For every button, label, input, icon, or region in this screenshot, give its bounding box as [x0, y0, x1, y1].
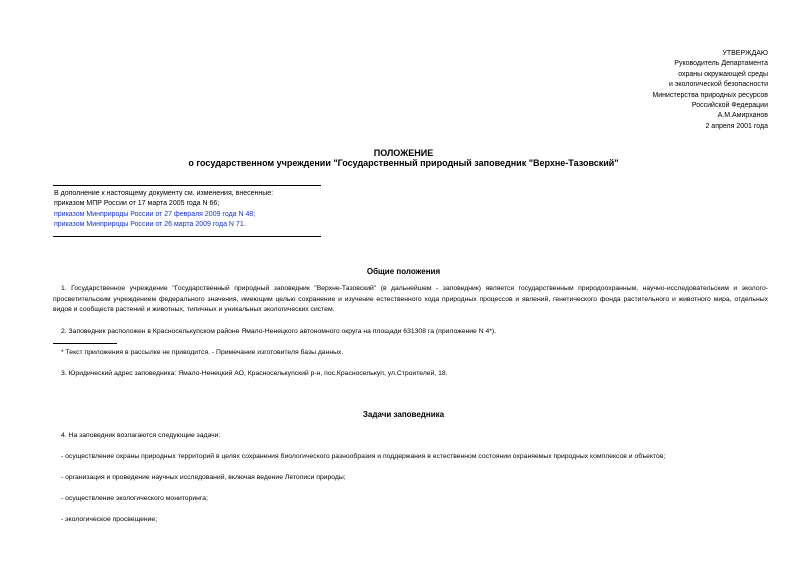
- changes-bottom-divider: [53, 236, 321, 237]
- approval-line: А.М.Амирханов: [717, 112, 768, 120]
- document-subtitle: о государственном учреждении "Государственный природный заповедник "Верхне-Тазовский": [188, 158, 619, 168]
- paragraph-3: 3. Юридический адрес заповедника: Ямало-Ненецкий АО, Красноселькупский р-н, пос.Красноселькуп, ул.Строителей, 18.: [61, 370, 448, 377]
- section-heading-general: Общие положения: [366, 267, 441, 276]
- changes-intro: В дополнение к настоящему документу см. изменения, внесенные:: [54, 190, 274, 197]
- approval-line: УТВЕРЖДАЮ: [722, 50, 768, 57]
- paragraph-1: 1. Государственное учреждение "Государственный природный заповедник "Верхне-Тазовский" (в дальнейшем - заповедник) является государственным природоохранным, научно-исследовательским и эколого-просветительским учреждением федерального значения, имеющим целью сохранение и изучение естественного хода природных процессов и явлений, генетического фонда растительного и животного мира, отдельных видов и сообществ растений и животных, типичных и уникальных экологических систем.: [53, 285, 768, 313]
- footnote-divider: [53, 343, 117, 344]
- approval-line: охраны окружающей среды: [678, 70, 768, 78]
- document-title: ПОЛОЖЕНИЕ: [373, 148, 434, 158]
- paragraph-4: 4. На заповедник возлагаются следующие задачи:: [61, 432, 221, 439]
- section-heading-tasks: Задачи заповедника: [362, 410, 445, 419]
- changes-link[interactable]: приказом Минприроды России от 27 февраля 2009 года N 48;: [54, 210, 256, 218]
- changes-block: [54, 189, 273, 231]
- changes-item: приказом МПР России от 17 марта 2005 года N 66;: [54, 200, 220, 208]
- approval-line: Российской Федерации: [691, 102, 768, 110]
- changes-link[interactable]: приказом Минприроды России от 26 марта 2009 года N 71.: [54, 221, 246, 229]
- approval-line: Министерства природных ресурсов: [652, 91, 768, 99]
- task-item: - организация и проведение научных исследований, включая ведение Летописи природы;: [61, 474, 346, 481]
- task-item: - осуществление экологического мониторинга;: [61, 495, 208, 502]
- task-item: - экологическое просвещение;: [61, 516, 158, 523]
- paragraph-2: 2. Заповедник расположен в Красноселькупском районе Ямало-Ненецкого автономного округа на площади 631308 га (приложение N 4*).: [61, 328, 497, 335]
- footnote: * Текст приложения в рассылке не приводится. - Примечание изготовителя базы данных.: [61, 349, 344, 356]
- approval-block: [568, 49, 768, 132]
- approval-line: Руководитель Департамента: [674, 60, 768, 68]
- approval-line: и экологической безопасности: [668, 81, 768, 89]
- approval-line: 2 апреля 2001 года: [705, 122, 768, 130]
- changes-top-divider: [53, 185, 321, 186]
- task-item: - осуществление охраны природных территорий в целях сохранения биологического разнообразия и поддержания в естественном состоянии охраняемых природных комплексов и объектов;: [61, 453, 666, 460]
